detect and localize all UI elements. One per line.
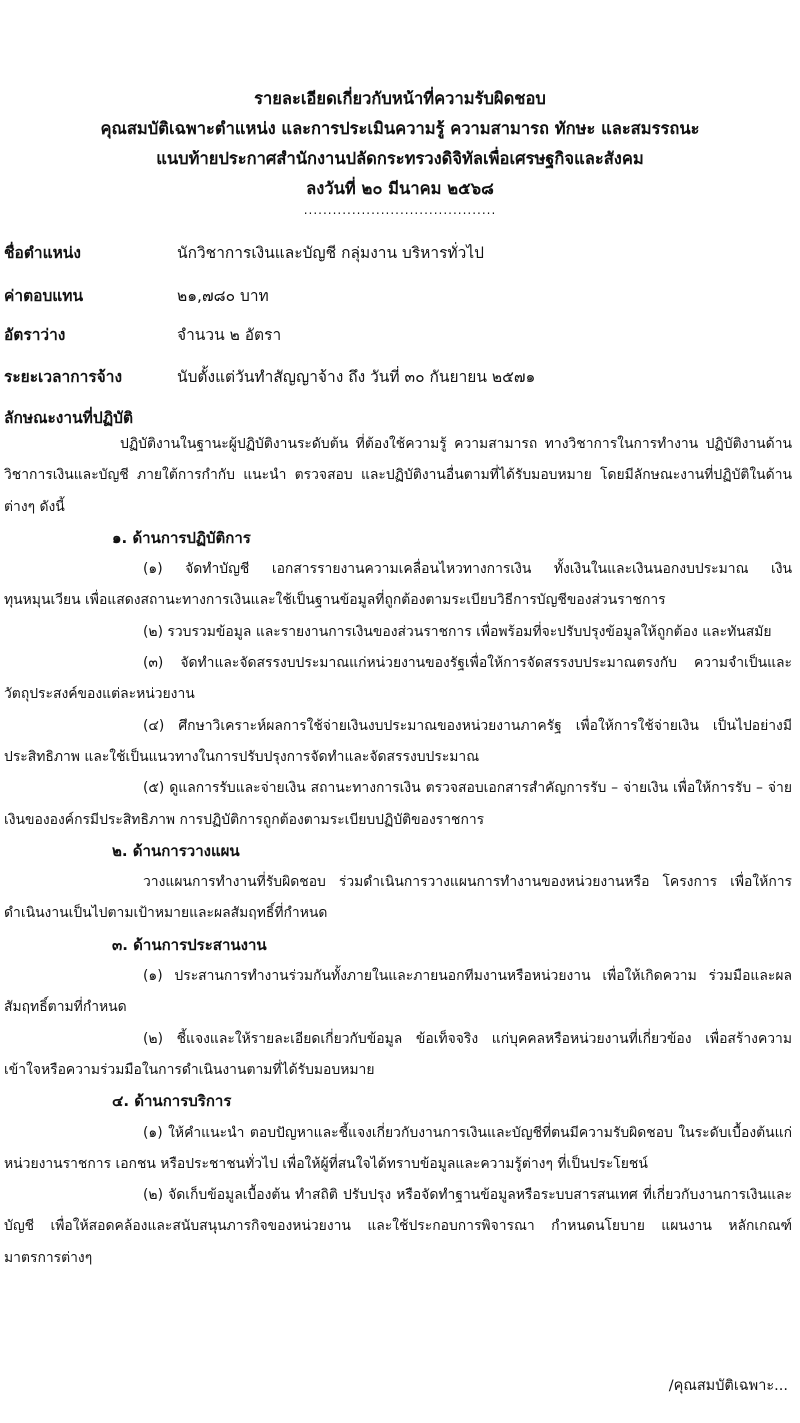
duties-body: [4, 429, 792, 1274]
duty-item: (๕) ดูแลการรับและจ่ายเงิน สถานะทางการเงิน ตรวจสอบเอกสารสำคัญการรับ – จ่ายเงิน เพื่อให้การรับ – จ่ายเงินขององค์กรมีประสิทธิภาพ การปฏิบัติการถูกต้องตามระเบียบปฏิบัติของราชการ: [4, 780, 792, 828]
duty-item: (๔) ศึกษาวิเคราะห์ผลการใช้จ่ายเงินงบประมาณของหน่วยงานภาครัฐ เพื่อให้การใช้จ่ายเงิน เป็นไปอย่างมีประสิทธิภาพ และใช้เป็นแนวทางในการปรับปรุงการจัดทำและจัดสรรงบประมาณ: [4, 717, 792, 765]
duty-item: วางแผนการทำงานที่รับผิดชอบ ร่วมดำเนินการวางแผนการทำงานของหน่วยงานหรือ โครงการ เพื่อให้การดำเนินงานเป็นไปตามเป้าหมายและผลสัมฤทธิ์ที่กำหนด: [4, 874, 792, 922]
duties-heading: ลักษณะงานที่ปฏิบัติ: [4, 409, 134, 427]
duty-item: (๒) รวบรวมข้อมูล และรายงานการเงินของส่วนราชการ เพื่อพร้อมที่จะปรับปรุงข้อมูลให้ถูกต้อง และทันสมัย: [143, 623, 772, 640]
field-value: นักวิชาการเงินและบัญชี กลุ่มงาน บริหารทั่วไป: [177, 244, 484, 262]
field-label: ระยะเวลาการจ้าง: [4, 368, 123, 386]
section-title-coordination: ๓. ด้านการประสานงาน: [112, 935, 267, 954]
field-position: [4, 240, 796, 266]
document-header: [0, 84, 800, 204]
duty-item: (๑) จัดทำบัญชี เอกสารรายงานความเคลื่อนไหวทางการเงิน ทั้งเงินในและเงินนอกงบประมาณ เงินทุนหมุนเวียน เพื่อแสดงสถานะทางการเงินและใช้เป็นฐานข้อมูลที่ถูกต้องตามระเบียบวิธีการบัญชีของส่วนราชการ: [4, 561, 792, 609]
field-label: อัตราว่าง: [4, 326, 66, 344]
header-announcement: แนบท้ายประกาศสำนักงานปลัดกระทรวงดิจิทัลเพื่อเศรษฐกิจและสังคม: [156, 149, 644, 168]
continuation-note: /คุณสมบัติเฉพาะ...: [668, 1378, 788, 1394]
field-label: ค่าตอบแทน: [4, 287, 84, 305]
section-title-planning: ๒. ด้านการวางแผน: [112, 841, 240, 860]
field-salary: [4, 283, 796, 309]
field-employment-period: [4, 364, 796, 390]
duty-item: (๒) จัดเก็บข้อมูลเบื้องต้น ทำสถิติ ปรับปรุง หรือจัดทำฐานข้อมูลหรือระบบสารสนเทศ ที่เกี่ยวกับงานการเงินและบัญชี เพื่อให้สอดคล้องและสนับสนุนภารกิจของหน่วยงาน และใช้ประกอบการพิจารณา กำหนดนโยบาย แผนงาน หลักเกณฑ์ มาตรการต่างๆ: [4, 1187, 792, 1266]
field-value: นับตั้งแต่วันทำสัญญาจ้าง ถึง วันที่ ๓๐ กันยายน ๒๕๗๑: [177, 368, 536, 386]
duties-intro: ปฏิบัติงานในฐานะผู้ปฏิบัติงานระดับต้น ที่ต้องใช้ความรู้ ความสามารถ ทางวิชาการในการทำงาน ปฏิบัติงานด้านวิชาการเงินและบัญชี ภายใต้การกำกับ แนะนำ ตรวจสอบ และปฏิบัติงานอื่นตามที่ได้รับมอบหมาย โดยมีลักษณะงานที่ปฏิบัติในด้านต่างๆ ดังนี้: [4, 436, 792, 515]
section-title-operations: ๑. ด้านการปฏิบัติการ: [112, 528, 251, 547]
field-value: ๒๑,๗๘๐ บาท: [177, 287, 269, 305]
duty-item: (๓) จัดทำและจัดสรรงบประมาณแก่หน่วยงานของรัฐเพื่อให้การจัดสรรงบประมาณตรงกับ ความจำเป็นและวัตถุประสงค์ของแต่ละหน่วยงาน: [4, 655, 792, 703]
duty-item: (๑) ให้คำแนะนำ ตอบปัญหาและชี้แจงเกี่ยวกับงานการเงินและบัญชีที่ตนมีความรับผิดชอบ ในระดับเบื้องต้นแก่หน่วยงานราชการ เอกชน หรือประชาชนทั่วไป เพื่อให้ผู้ที่สนใจได้ทราบข้อมูลและความรู้ต่างๆ ที่เป็นประโยชน์: [4, 1124, 792, 1172]
duty-item: (๒) ชี้แจงและให้รายละเอียดเกี่ยวกับข้อมูล ข้อเท็จจริง แก่บุคคลหรือหน่วยงานที่เกี่ยวข้อง เพื่อสร้างความเข้าใจหรือความร่วมมือในการดำเนินงานตามที่ได้รับมอบหมาย: [4, 1030, 792, 1078]
header-title: รายละเอียดเกี่ยวกับหน้าที่ความรับผิดชอบ: [254, 89, 546, 108]
field-vacancy: [4, 322, 796, 348]
header-date: ลงวันที่ ๒๐ มีนาคม ๒๕๖๘: [306, 179, 494, 198]
section-title-service: ๔. ด้านการบริการ: [112, 1092, 232, 1111]
duty-item: (๑) ประสานการทำงานร่วมกันทั้งภายในและภายนอกทีมงานหรือหน่วยงาน เพื่อให้เกิดความ ร่วมมือและผลสัมฤทธิ์ตามที่กำหนด: [4, 968, 792, 1016]
header-subtitle: คุณสมบัติเฉพาะตำแหน่ง และการประเมินความรู้ ความสามารถ ทักษะ และสมรรถนะ: [100, 119, 700, 138]
field-label: ชื่อตำแหน่ง: [4, 244, 81, 262]
header-divider: ........................................: [303, 203, 497, 217]
field-value: จำนวน ๒ อัตรา: [177, 326, 282, 344]
